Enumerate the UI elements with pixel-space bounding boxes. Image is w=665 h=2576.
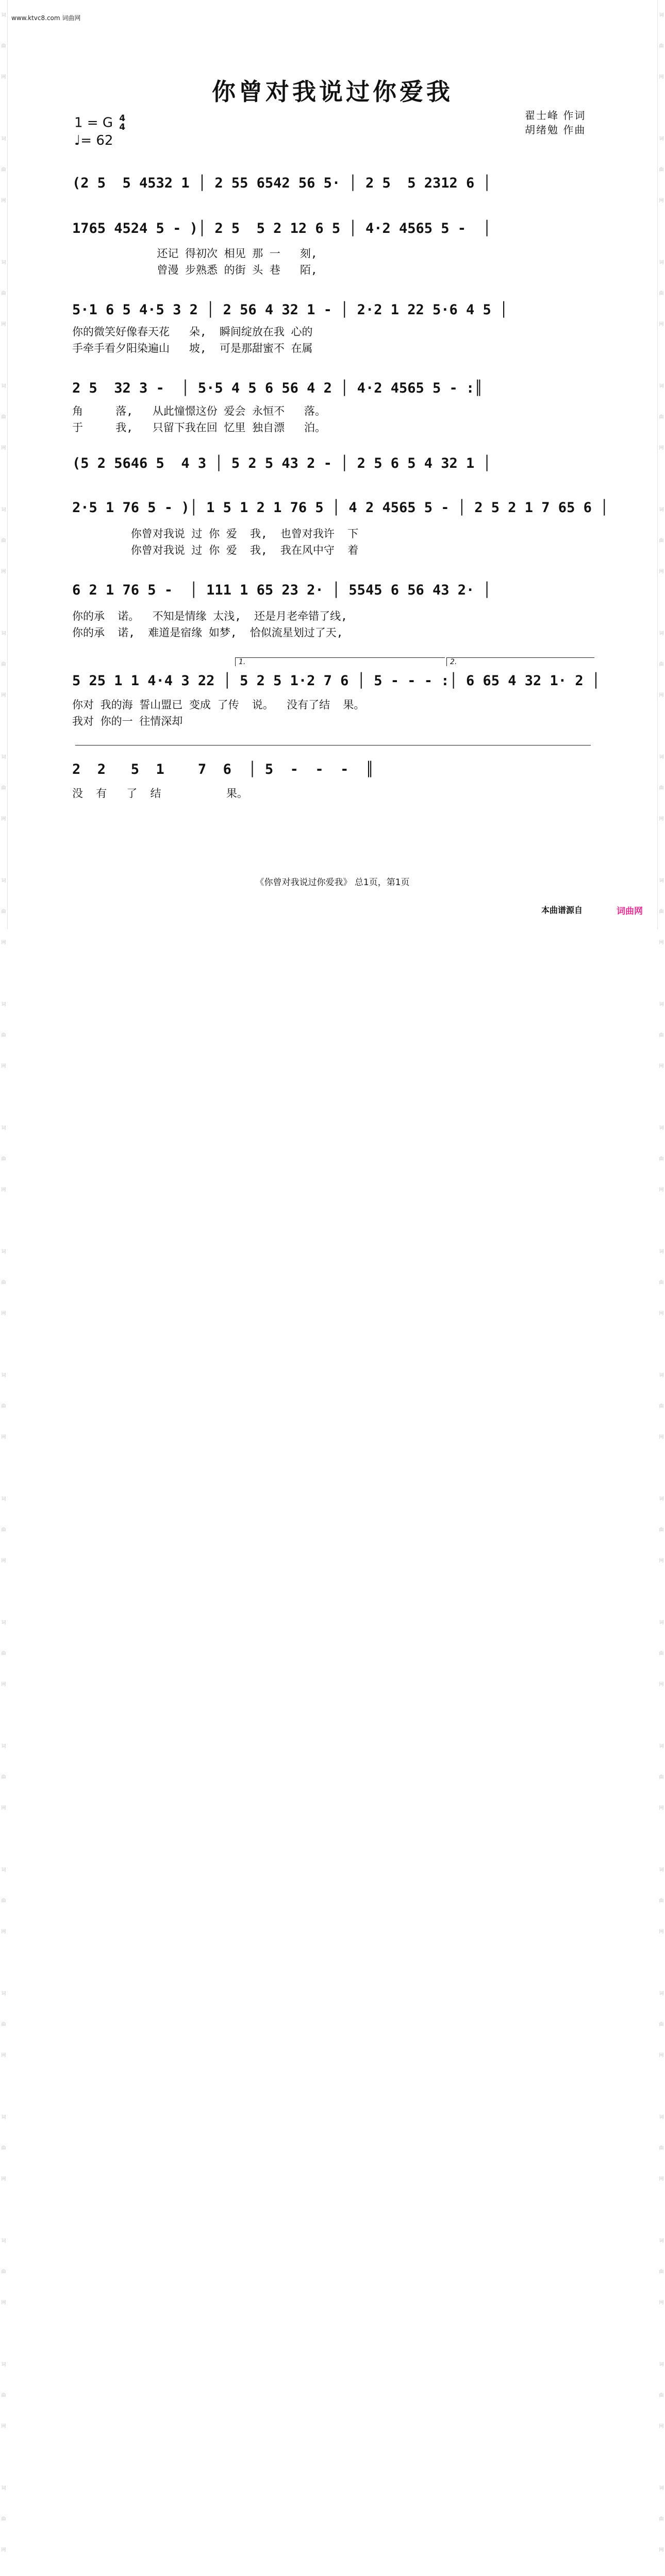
lyric-line-2b: 曾漫 步熟悉 的街 头 巷 陌,: [72, 264, 318, 276]
key-signature: [74, 114, 125, 132]
notation-row-2: 1765 4524 5 - )│ 2 5 5 2 12 6 5 │ 4·2 4565 5 - │: [72, 221, 491, 236]
notation-row-9: 2 2 5 1 7 6 │ 5 - - - ║: [72, 761, 374, 777]
lyric-line-4b: 于 我, 只留下我在回 忆里 独自漂 泊。: [72, 421, 326, 434]
lyric-line-7b: 你的承 诺, 难道是宿缘 如梦, 恰似流星划过了天,: [72, 626, 343, 639]
notation-row-3: 5·1 6 5 4·5 3 2 │ 2 56 4 32 1 - │ 2·2 1 22 5·6 4 5 │: [72, 302, 508, 318]
time-bottom: 4: [119, 122, 126, 132]
notation-row-1: (2 5 5 4532 1 │ 2 55 6542 56 5· │ 2 5 5 2312 6 │: [72, 175, 491, 191]
source-label: 本曲谱源自: [541, 905, 583, 915]
time-signature: [119, 114, 125, 132]
notation-row-5: (5 2 5646 5 4 3 │ 5 2 5 43 2 - │ 2 5 6 5 4 32 1 │: [72, 455, 491, 471]
notation-row-4: 2 5 32 3 - │ 5·5 4 5 6 56 4 2 │ 4·2 4565 5 - :║: [72, 380, 483, 396]
source-site-link[interactable]: 词曲网: [617, 906, 643, 917]
lyric-line-7a: 你的承 诺。 不知是情缘 太浅, 还是月老牵错了线,: [72, 610, 347, 622]
lyric-line-9a: 没 有 了 结 果。: [72, 787, 248, 800]
left-watermark-strip: 词 曲 网 词 曲 网 词 曲 网 词 曲 网 词 曲 网 词 曲 网 词 曲 网 词 曲 网 词 曲 网 词 曲 网 词 曲 网 词 曲 网 词 曲 网 词 曲 网 词 曲 网 词 曲 网 词 曲 网 词 曲 网 词 曲 网 词 曲 网 词 曲 网: [0, 0, 8, 929]
site-url[interactable]: www.ktvc8.com 词曲网: [11, 14, 81, 22]
first-ending-bracket: 1.: [235, 657, 445, 666]
lyric-line-6b: 你曾对我说 过 你 爱 我, 我在风中守 着: [72, 544, 359, 556]
notation-row-6: 2·5 1 76 5 - )│ 1 5 1 2 1 76 5 │ 4 2 4565 5 - │ 2 5 2 1 7 65 6 │: [72, 500, 609, 516]
lyric-line-3b: 手牵手看夕阳染遍山 坡, 可是那甜蜜不 在属: [72, 342, 313, 354]
composer-credit: 胡绪勉 作曲: [525, 124, 586, 136]
key-text: 1 = G: [74, 115, 113, 131]
lyric-line-3a: 你的微笑好像春天花 朵, 瞬间绽放在我 心的: [72, 326, 313, 338]
lyric-line-6a: 你曾对我说 过 你 爱 我, 也曾对我许 下: [72, 528, 359, 540]
song-title: 你曾对我说过你爱我: [212, 78, 453, 106]
second-ending-bracket: 2.: [446, 657, 594, 666]
lyricist-credit: 翟士峰 作词: [525, 109, 586, 122]
page-footer: 《你曾对我说过你爱我》 总1页，第1页: [255, 877, 410, 888]
tempo-mark: ♩= 62: [74, 133, 113, 148]
right-watermark-strip: 词 曲 网 词 曲 网 词 曲 网 词 曲 网 词 曲 网 词 曲 网 词 曲 网 词 曲 网 词 曲 网 词 曲 网 词 曲 网 词 曲 网 词 曲 网 词 曲 网 词 曲 网 词 曲 网 词 曲 网 词 曲 网 词 曲 网 词 曲 网 词 曲 网: [657, 0, 665, 929]
notation-row-7: 6 2 1 76 5 - │ 111 1 65 23 2· │ 5545 6 56 43 2· │: [72, 582, 491, 598]
notation-row-8: 5 25 1 1 4·4 3 22 │ 5 2 5 1·2 7 6 │ 5 - - - :│ 6 65 4 32 1· 2 │: [72, 673, 601, 689]
lyric-line-4a: 角 落, 从此憧憬这份 爱会 永恒不 落。: [72, 405, 326, 417]
lyric-line-2a: 还记 得初次 相见 那 一 刻,: [72, 247, 318, 260]
lyric-line-8a: 你对 我的海 誓山盟已 变成 了传 说。 没有了结 果。: [72, 699, 365, 711]
lyric-line-8b: 我对 你的一 往情深却: [72, 715, 183, 727]
time-top: 4: [119, 113, 126, 124]
